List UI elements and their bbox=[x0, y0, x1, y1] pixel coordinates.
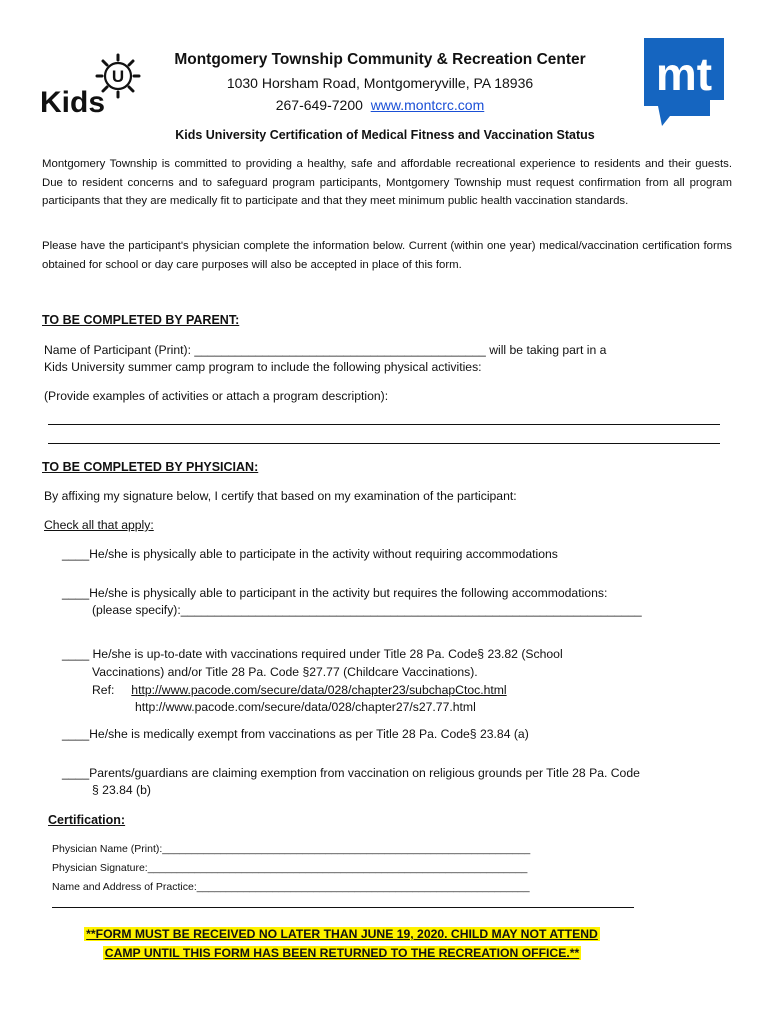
form-title: Kids University Certification of Medical Fitness and Vaccination Status bbox=[175, 128, 595, 142]
org-contact bbox=[120, 97, 640, 113]
intro-paragraph-2: Please have the participant's physician complete the information below. Current (within one year) medical/vaccination certification forms obtained for school or day care purposes will also be accepted in place of this form. bbox=[42, 240, 732, 271]
org-phone: 267-649-7200 bbox=[275, 97, 363, 113]
practice-name-address-field[interactable]: Name and Address of Practice:_________________________________________________________ bbox=[52, 881, 530, 893]
logo-mt-text: mt bbox=[655, 48, 713, 100]
ref-label: Ref: bbox=[92, 683, 115, 697]
certify-statement: By affixing my signature below, I certify that based on my examination of the participant: bbox=[44, 489, 517, 503]
check-all-label: Check all that apply: bbox=[44, 518, 154, 532]
certification-heading: Certification: bbox=[48, 813, 126, 827]
option-religious-exemption[interactable]: ____Parents/guardians are claiming exemption from vaccination on religious grounds per Title 28 Pa. Code bbox=[62, 766, 640, 780]
activities-line-1[interactable] bbox=[48, 424, 720, 425]
vaccinations-detail: Vaccinations) and/or Title 28 Pa. Code §27.77 (Childcare Vaccinations). bbox=[92, 665, 478, 679]
physician-name-field[interactable]: Physician Name (Print):_______________________________________________________________ bbox=[52, 843, 531, 855]
physician-signature-field[interactable]: Physician Signature:_________________________________________________________________ bbox=[52, 862, 528, 874]
logo-badge-letter: U bbox=[111, 67, 125, 86]
deadline-line-2: CAMP UNTIL THIS FORM HAS BEEN RETURNED TO THE RECREATION OFFICE.** bbox=[104, 946, 580, 960]
activities-line-2[interactable] bbox=[48, 443, 720, 444]
participant-name-line[interactable]: Name of Participant (Print): ___________________________________________ will be taking part in a bbox=[44, 343, 607, 357]
option-able-no-accommodations[interactable]: ____He/she is physically able to participate in the activity without requiring accommodations bbox=[62, 547, 558, 561]
ref-link-chapter23[interactable]: http://www.pacode.com/secure/data/028/chapter23/subchapCtoc.html bbox=[131, 683, 507, 697]
deadline-line-1: **FORM MUST BE RECEIVED NO LATER THAN JUNE 19, 2020. CHILD MAY NOT ATTEND bbox=[86, 927, 598, 941]
physician-section-heading: TO BE COMPLETED BY PHYSICIAN: bbox=[42, 460, 259, 474]
practice-address-line-2[interactable] bbox=[52, 907, 634, 908]
ref-link-chapter27[interactable]: http://www.pacode.com/secure/data/028/chapter27/s27.77.html bbox=[135, 700, 476, 714]
logo-kids-text: Kids bbox=[40, 86, 106, 119]
org-address: 1030 Horsham Road, Montgomeryville, PA 18936 bbox=[226, 75, 534, 91]
religious-exemption-code: § 23.84 (b) bbox=[92, 783, 151, 797]
accommodations-specify-field[interactable]: (please specify):____________________________________________________________________ bbox=[92, 603, 642, 617]
option-medically-exempt[interactable]: ____He/she is medically exempt from vaccinations as per Title 28 Pa. Code§ 23.84 (a) bbox=[62, 727, 529, 741]
option-vaccinations-up-to-date[interactable]: ____ He/she is up-to-date with vaccinations required under Title 28 Pa. Code§ 23.82 (School bbox=[62, 647, 563, 661]
intro-paragraph-1: Montgomery Township is committed to providing a healthy, safe and affordable recreational experience to residents and their guests. Due to resident concerns and to safeguard program participants, Montgomery Township must request confirmation from all program participants that they are medically fit to participate and that they meet minimum public health vaccination standards. bbox=[42, 158, 732, 207]
org-title: Montgomery Township Community & Recreation Center bbox=[174, 51, 586, 68]
org-website-link[interactable]: www.montcrc.com bbox=[370, 97, 485, 113]
parent-section-heading: TO BE COMPLETED BY PARENT: bbox=[42, 313, 240, 327]
deadline-notice bbox=[44, 925, 640, 963]
participant-program-line: Kids University summer camp program to include the following physical activities: bbox=[44, 360, 482, 374]
option-able-with-accommodations[interactable]: ____He/she is physically able to participant in the activity but requires the following accommodations: bbox=[62, 586, 608, 600]
montgomery-township-logo bbox=[640, 34, 728, 126]
vaccination-ref-row bbox=[62, 682, 762, 699]
activities-prompt: (Provide examples of activities or attach a program description): bbox=[44, 389, 389, 403]
